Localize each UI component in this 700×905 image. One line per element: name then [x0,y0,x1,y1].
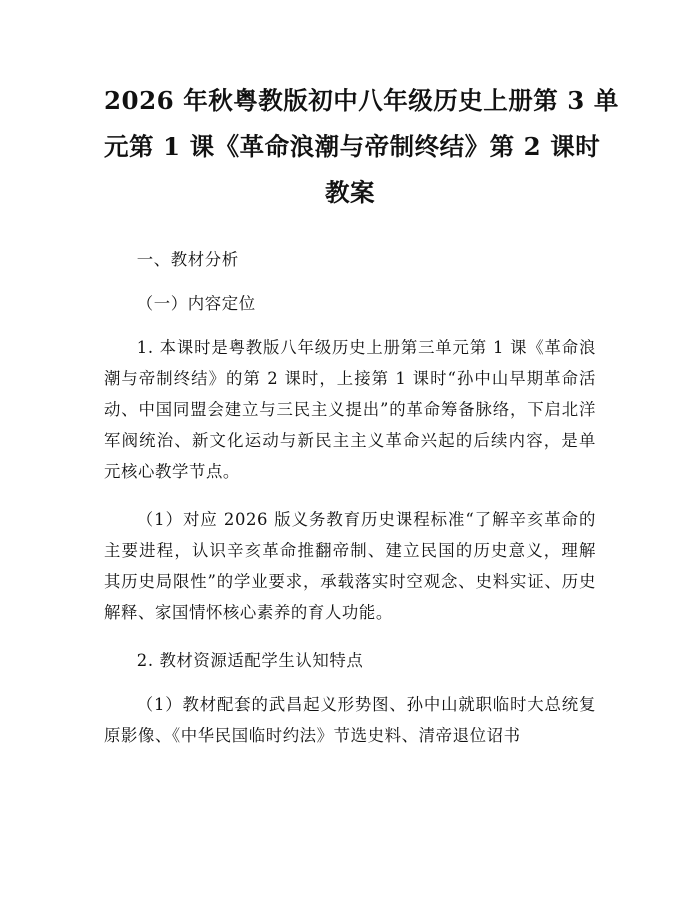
subsection-heading: （一）内容定位 [136,294,256,313]
title-line: 2026 年秋粤教版初中八年级历史上册第 3 单 [104,86,619,115]
body-paragraph: （1）对应 2026 版义务教育历史课程标准“了解辛亥革命的主要进程，认识辛亥革命推翻帝制、建立民国的历史意义，理解其历史局限性”的学业要求，承载落实时空观念、史料实证、历史解释、家国情怀核心素养的育人功能。 [104,510,596,622]
list-item-heading: 2. 教材资源适配学生认知特点 [136,651,364,670]
body-paragraph: （1）教材配套的武昌起义形势图、孙中山就职临时大总统复原影像、《中华民国临时约法》节选史料、清帝退位诏书 [104,695,596,745]
title-line: 元第 1 课《革命浪潮与帝制终结》第 2 课时 [104,132,601,161]
body-paragraph: 1. 本课时是粤教版八年级历史上册第三单元第 1 课《革命浪潮与帝制终结》的第 2 课时，上接第 1 课时“孙中山早期革命活动、中国同盟会建立与三民主义提出”的革命筹备脉络，下启北洋军阀统治、新文化运动与新民主主义革命兴起的后续内容，是单元核心教学节点。 [104,338,596,481]
document-body [104,244,596,751]
document-title [104,78,619,216]
section-heading: 一、教材分析 [136,250,239,269]
title-line: 教案 [325,178,375,207]
